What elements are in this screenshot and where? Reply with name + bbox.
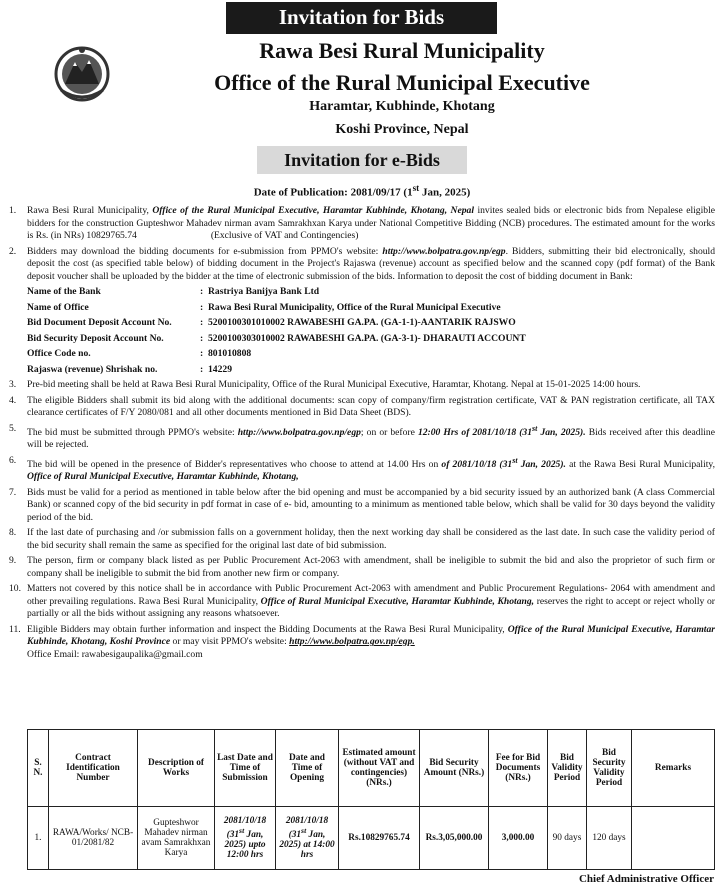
bid-details-table <box>27 729 715 870</box>
signatory: Chief Administrative Officer <box>578 873 714 885</box>
cell-bid-security: Rs.3,05,000.00 <box>420 807 489 870</box>
cell-remarks <box>632 807 715 870</box>
clause-7: 7. Bids must be valid for a period as mentioned in table below after the bid opening and must be accompanied by a bid security issued by an authorized bank (A class Commercial Bank) or scanned copy of the bid security in pdf format in case of e- bid, amounting to a minimum as mentioned table below, which shall be valid for 30 days beyond the validity period of the bid. <box>9 486 715 523</box>
office-address: Haramtar, Kubhinde, Khotang <box>309 99 495 114</box>
clause-8: 8. If the last date of purchasing and /or submission falls on a government holiday, then the next working day shall be considered as the last date. In such case the validity period of the bid security shall remain the same as specified for the original last date of bid submission. <box>9 527 715 551</box>
cell-bid-validity: 90 days <box>548 807 587 870</box>
clause-5: 5. The bid must be submitted through PPMO's website: http://www.bolpatra.gov.np/egp; on or before 12:00 Hrs of 2081/10/18 (31st Jan, 2025). Bids received after this deadline will be rejected. <box>9 422 715 451</box>
table-header-row <box>28 730 715 807</box>
municipality-name: Rawa Besi Rural Municipality <box>259 38 545 63</box>
column-header: Bid Security Validity Period <box>587 730 632 807</box>
cell-fee: 3,000.00 <box>489 807 548 870</box>
office-email: Office Email: rawabesigaupalika@gmail.com <box>27 648 203 660</box>
clause-6: 6. The bid will be opened in the presence of Bidder's representatives who choose to attend at 14.00 Hrs on of 2081/10/18 (31st Jan, 2025). at the Rawa Besi Rural Municipality, Office of Rural Municipal Executive, Haramtar Kubhinde, Khotang, <box>9 454 715 483</box>
column-header: Estimated amount (without VAT and contingencies) (NRs.) <box>339 730 420 807</box>
column-header: Contract Identification Number <box>49 730 138 807</box>
clause-1: 1. Rawa Besi Rural Municipality, Office of the Rural Municipal Executive, Haramtar Kubhinde, Khotang, Nepal invites sealed bids or electronic bids from Nepalese eligible bidders for the construction Gupteshwor Mahadev nirman avam Samrakhxan Karya under National Competitive Bidding (NCB) procedures. The estimated amount for the works is Rs. (in NRs) 10829765.74 (Exclusive of VAT and Contingencies) <box>9 205 715 241</box>
table-row <box>28 807 715 870</box>
office-name: Office of the Rural Municipal Executive <box>214 70 590 95</box>
bank-info-row: Office Code no. : 801010808 <box>27 348 252 359</box>
cell-opening-date: 2081/10/18 (31st Jan, 2025) at 14:00 hrs <box>276 807 339 870</box>
ppmo-website-link[interactable]: http://www.bolpatra.gov.np/egp. <box>289 636 415 648</box>
cell-sn: 1. <box>28 807 49 870</box>
cell-contract-id: RAWA/Works/ NCB-01/2081/82 <box>49 807 138 870</box>
clause-9: 9. The person, firm or company black listed as per Public Procurement Act-2063 with amendment, shall be ineligible to submit the bid and also the proprietor of such firm or company shall be ineligible to submit the bid from another new firm or company. <box>9 555 715 579</box>
ebids-title: Invitation for e-Bids <box>257 146 467 174</box>
column-header: Bid Security Amount (NRs.) <box>420 730 489 807</box>
clause-10: 10. Matters not covered by this notice shall be in accordance with Public Procurement Act-2063 with amendment and Public Procurement Regulations- 2064 with amendment and other prevailing regulations. Rawa Besi Rural Municipality, Office of Rural Municipal Executive, Haramtar Kubhinde, Khotang, reserves the right to accept or reject wholly or partially or all the bids without assigning any reasons whatsoever. <box>9 583 715 620</box>
column-header: Date and Time of Opening <box>276 730 339 807</box>
bank-info-row: Name of the Bank : Rastriya Banijya Bank Ltd <box>27 286 320 297</box>
column-header: Fee for Bid Documents (NRs.) <box>489 730 548 807</box>
clause-2: 2. Bidders may download the bidding documents for e-submission from PPMO's website: http://www.bolpatra.gov.np/egp. Bidders, submitting their bid electronically, should deposit the cost (as specified table below) of bidding document in the Project's Rajaswa (revenue) account as specified below and the scanned copy (pdf format) of the Bank deposit voucher shall be uploaded by the bidder at the time of electronic submission of the bids. Information to deposit the cost of bidding document in Bank: <box>9 245 715 282</box>
cell-last-date: 2081/10/18 (31st Jan, 2025) upto 12:00 hrs <box>215 807 276 870</box>
bank-info-row: Bid Document Deposit Account No. : 5200100301010002 RAWABESHI GA.PA. (GA-1-1)-AANTARIK RAJSWO <box>27 317 516 328</box>
notice-banner: Invitation for Bids <box>226 2 497 34</box>
cell-estimated-amount: Rs.10829765.74 <box>339 807 420 870</box>
column-header: Remarks <box>632 730 715 807</box>
bank-info-row: Bid Security Deposit Account No. : 5200100303010002 RAWABESHI GA.PA. (GA-3-1)- DHARAUTI ACCOUNT <box>27 332 526 344</box>
bank-info-row: Name of Office : Rawa Besi Rural Municipality, Office of the Rural Municipal Executive <box>27 301 501 313</box>
province: Koshi Province, Nepal <box>335 122 469 137</box>
clause-4: 4. The eligible Bidders shall submit its bid along with the additional documents: scan copy of company/firm registration certificate, VAT & PAN registration certificate, all TAX clearance certificates of F/Y 2080/081 and all other documents mentioned in Bid Data Sheet (BDS). <box>9 394 715 418</box>
column-header: Last Date and Time of Submission <box>215 730 276 807</box>
publication-date: Date of Publication: 2081/09/17 (1st Jan, 2025) <box>253 183 471 199</box>
cell-description: Gupteshwor Mahadev nirman avam Samrakhxan Karya <box>138 807 215 870</box>
column-header: Description of Works <box>138 730 215 807</box>
bank-info-row: Rajaswa (revenue) Shrishak no. : 14229 <box>27 363 232 375</box>
column-header: S. N. <box>28 730 49 807</box>
notice-body <box>9 205 715 661</box>
clause-3: 3. Pre-bid meeting shall be held at Rawa Besi Rural Municipality, Office of the Rural Municipal Executive, Haramtar, Khotang. Nepal at 15-01-2025 14:00 hours. <box>9 379 641 390</box>
cell-security-validity: 120 days <box>587 807 632 870</box>
column-header: Bid Validity Period <box>548 730 587 807</box>
clause-11: 11. Eligible Bidders may obtain further information and inspect the Bidding Documents at the Rawa Besi Rural Municipality, Office of the Rural Municipal Executive, Haramtar Kubhinde, Khotang, Koshi Province or may visit PPMO's website: http://www.bolpatra.gov.np/egp. <box>9 623 715 648</box>
